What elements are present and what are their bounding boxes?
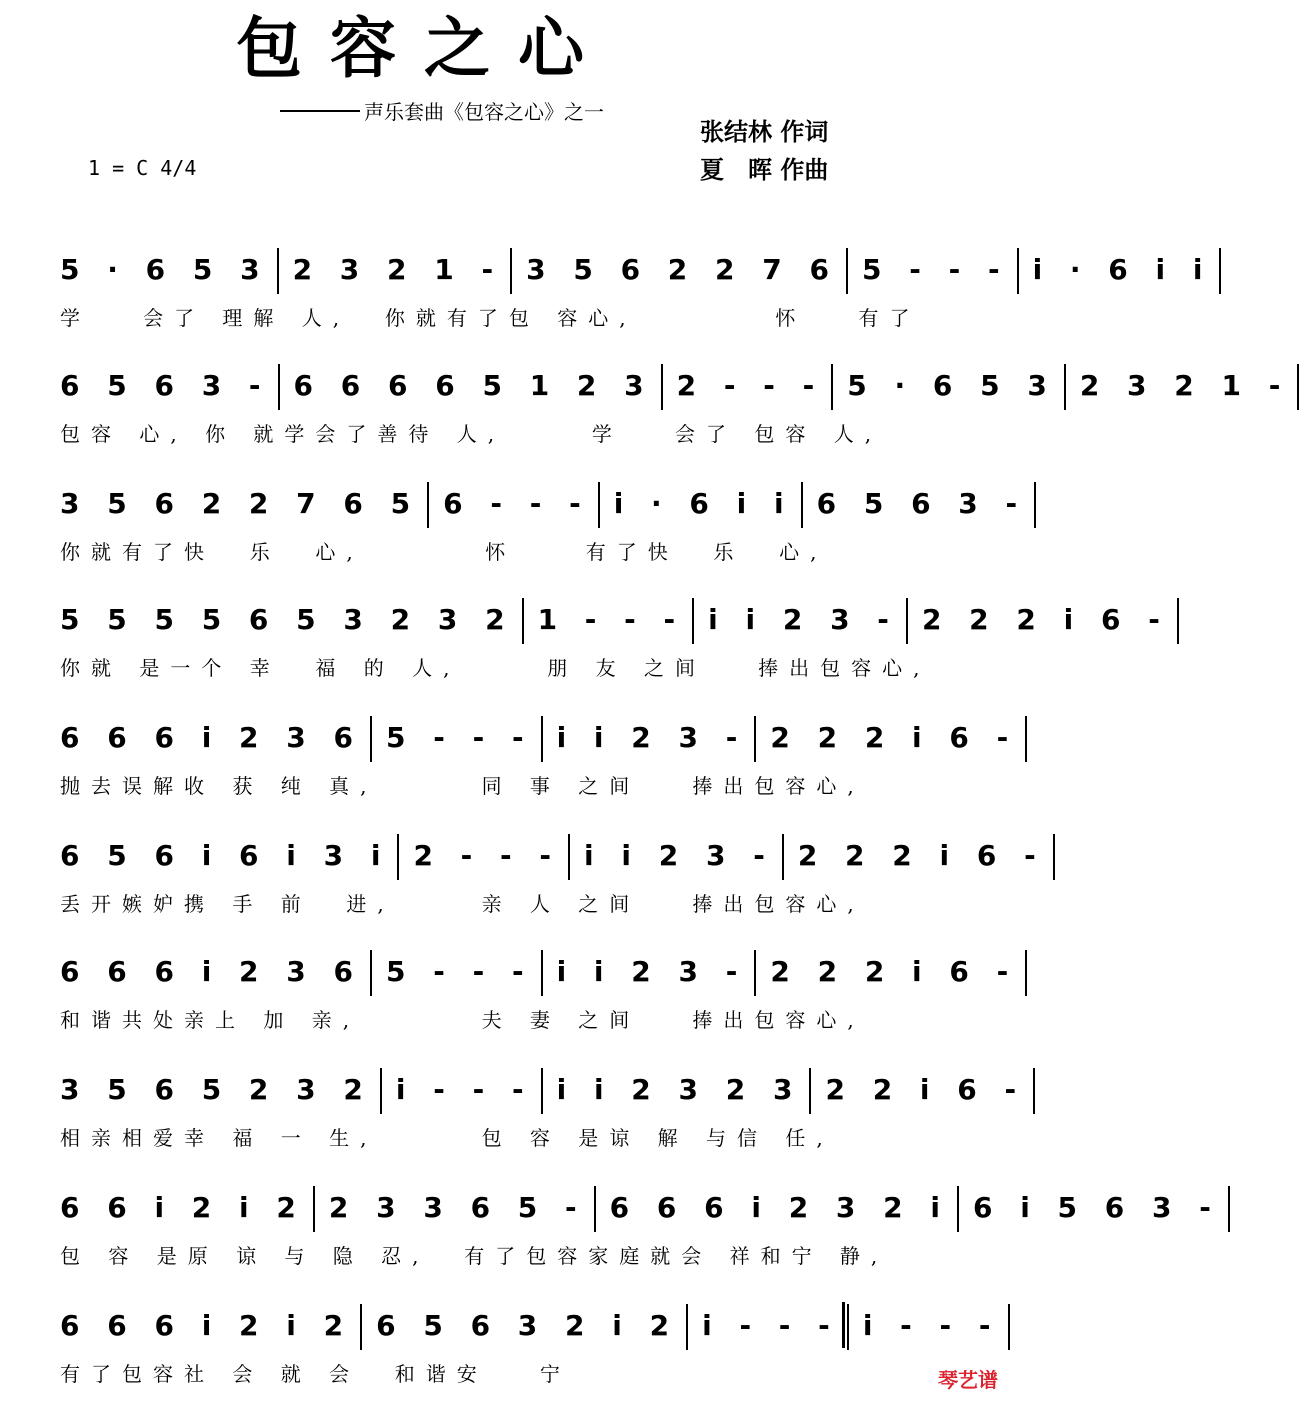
barline [598,482,600,528]
song-title: 包容之心 [236,9,612,87]
notes-row [60,708,1018,768]
measure: i i 2 3 - [556,955,747,988]
measure: 2 3 2 1 - [292,253,503,286]
notes-row [60,356,1290,416]
barline [1034,482,1036,528]
measure: 5 - - - [385,955,533,988]
barline [1177,598,1179,644]
score-system [60,1296,1000,1406]
barline [692,598,694,644]
measure: 2 2 2 i 6 - [770,955,1018,988]
score-system [60,474,1027,584]
site-logo: 琴艺谱 [938,1368,998,1392]
lyrics-row: 你就有了快 乐 心, 怀 有了快 乐 心, [60,540,828,564]
key-signature: 1 = C 4/4 [88,156,197,180]
lyrics-row: 和谐共处亲上 加 亲, 夫 妻 之间 捧出包容心, [60,1008,865,1032]
score-system [60,356,1290,466]
barline [1064,364,1066,410]
measure: 2 - - - [413,839,561,872]
composer-credit: 夏 晖 作曲 [700,155,829,184]
measure: 5 · 6 5 3 [847,369,1056,402]
score-system [60,708,1018,818]
measure: 6 6 6 i 2 i 2 [60,1309,353,1342]
measure: i - - - [862,1309,1000,1342]
barline [541,950,543,996]
measure: 6 6 6 i 2 3 6 [60,955,362,988]
subtitle-dash [280,110,360,112]
barline [1008,1304,1010,1350]
lyrics-row: 有了包容社 会 就 会 和谐安 宁 [60,1362,571,1386]
measure: i i 2 3 - [584,839,774,872]
barline [847,1304,849,1350]
notes-row [60,240,1212,300]
lyrics-row: 包容 心, 你 就学会了善待 人, 学 会了 包容 人, [60,422,883,446]
score-system [60,590,1169,700]
measure: 3 5 6 5 2 3 2 [60,1073,372,1106]
measure: 6 6 6 i 2 3 6 [60,721,362,754]
measure: i · 6 i i [1032,253,1212,286]
final-barline [842,1302,845,1348]
measure: 6 5 6 i 6 i 3 i [60,839,390,872]
measure: i · 6 i i [613,487,793,520]
measure: i i 2 3 2 3 [556,1073,802,1106]
song-subtitle: 声乐套曲《包容之心》之一 [364,100,604,124]
measure: 5 - - - [861,253,1009,286]
lyrics-row: 你就 是一个 幸 福 的 人, 朋 友 之间 捧出包容心, [60,656,931,680]
measure: 2 - - - [676,369,824,402]
lyrics-row: 包 容 是原 谅 与 隐 忍, 有了包容家庭就会 祥和宁 静, [60,1244,889,1268]
measure: 5 - - - [385,721,533,754]
barline [1219,248,1221,294]
barline [1297,364,1299,410]
measure: 6 5 6 3 - [60,369,270,402]
barline [360,1304,362,1350]
barline [370,950,372,996]
score-system [60,1060,1026,1170]
score-system [60,1178,1220,1288]
measure: 2 2 2 i 6 - [770,721,1018,754]
measure: 6 6 i 2 i 2 [60,1191,305,1224]
lyrics-row: 丢开嫉妒携 手 前 进, 亲 人 之间 捧出包容心, [60,892,865,916]
barline [906,598,908,644]
barline [1033,1068,1035,1114]
measure: 2 2 i 6 - [825,1073,1026,1106]
barline [510,248,512,294]
measure: 5 · 6 5 3 [60,253,269,286]
score-system [60,942,1018,1052]
measure: i - - - [395,1073,533,1106]
score-system [60,240,1212,350]
barline [957,1186,959,1232]
barline [370,716,372,762]
score-system [60,826,1045,936]
barline [1025,716,1027,762]
barline [809,1068,811,1114]
barline [568,834,570,880]
measure: 6 5 6 3 - [816,487,1027,520]
barline [594,1186,596,1232]
measure: 3 5 6 2 2 7 6 5 [60,487,420,520]
measure: i - - - [702,1309,839,1342]
lyricist-credit: 张结林 作词 [700,117,829,146]
measure: 2 2 2 i 6 - [921,603,1169,636]
barline [686,1304,688,1350]
barline [661,364,663,410]
barline [1228,1186,1230,1232]
barline [754,950,756,996]
measure: 3 5 6 2 2 7 6 [526,253,838,286]
barline [1017,248,1019,294]
barline [522,598,524,644]
barline [754,716,756,762]
notes-row [60,590,1169,650]
measure: 6 6 6 6 5 1 2 3 [293,369,653,402]
barline [846,248,848,294]
measure: 2 2 2 i 6 - [797,839,1045,872]
barline [1053,834,1055,880]
notes-row [60,1296,1000,1356]
barline [397,834,399,880]
barline [278,364,280,410]
barline [380,1068,382,1114]
barline [831,364,833,410]
notes-row [60,1060,1026,1120]
notes-row [60,942,1018,1002]
lyrics-row: 学 会了 理解 人, 你就有了包 容心, 怀 有了 [60,306,921,330]
barline [277,248,279,294]
barline [427,482,429,528]
measure: 2 3 2 1 - [1079,369,1290,402]
lyrics-row: 相亲相爱幸 福 一 生, 包 容 是谅 解 与信 任, [60,1126,834,1150]
notes-row [60,1178,1220,1238]
barline [313,1186,315,1232]
measure: i i 2 3 - [708,603,898,636]
measure: 1 - - - [537,603,685,636]
barline [541,716,543,762]
measure: 5 5 5 5 6 5 3 2 3 2 [60,603,514,636]
barline [801,482,803,528]
barline [541,1068,543,1114]
measure: 6 i 5 6 3 - [972,1191,1220,1224]
measure: i i 2 3 - [556,721,747,754]
measure: 6 - - - [443,487,590,520]
measure: 6 6 6 i 2 3 2 i [609,1191,949,1224]
barline [782,834,784,880]
notes-row [60,826,1045,886]
barline [1025,950,1027,996]
measure: 2 3 3 6 5 - [328,1191,586,1224]
lyrics-row: 抛去误解收 获 纯 真, 同 事 之间 捧出包容心, [60,774,865,798]
measure: 6 5 6 3 2 i 2 [376,1309,679,1342]
notes-row [60,474,1027,534]
